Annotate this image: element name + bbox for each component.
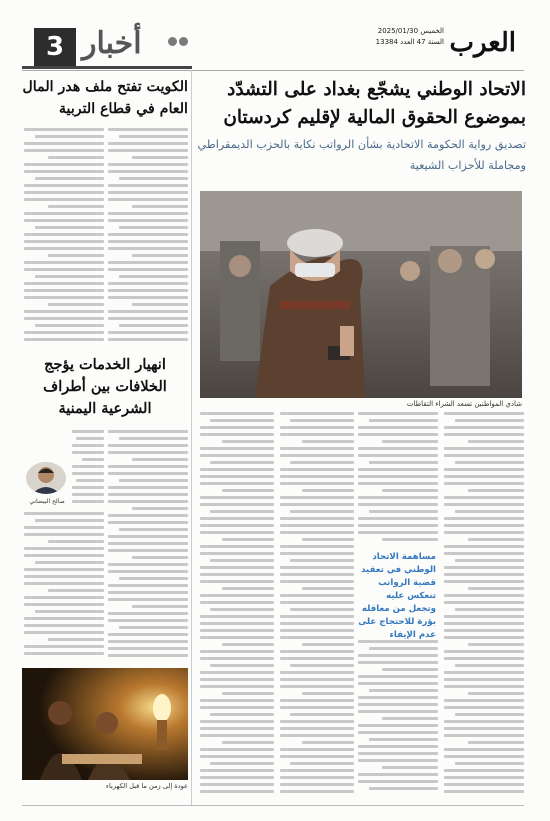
lead-photo-caption: شادي المواطنين تسعد الشراء التقاطات	[406, 400, 522, 408]
lead-story-header	[197, 76, 526, 174]
kuwait-story-col2	[24, 128, 104, 346]
lead-body-col1	[444, 412, 524, 802]
lead-headline-line1: الاتحاد الوطني يشجّع بغداد على التشدّد	[227, 79, 526, 100]
kuwait-story-headline: الكويت تفتح ملف هدر المال العام في قطاع التربية	[22, 79, 188, 117]
sidebar-top-bar	[22, 66, 192, 69]
lead-body-col4	[200, 412, 274, 802]
lead-headline-line2: بموضوع الحقوق المالية لإقليم كردستان	[223, 107, 526, 128]
lead-body-col3	[280, 412, 354, 802]
pull-quote	[358, 551, 436, 642]
yemen-story-col1	[108, 430, 188, 662]
column-divider	[191, 70, 192, 805]
yemen-story-col2	[24, 512, 104, 662]
yemen-story-col2-top	[72, 430, 104, 510]
newspaper-logo: العرب	[449, 28, 516, 58]
lead-subtitle-line2: ومجاملة للأحزاب الشيعية	[409, 159, 526, 172]
lamp-photo-caption: عودة إلى زمن ما قبل الكهرباء	[105, 782, 188, 790]
kuwait-story-col1	[108, 128, 188, 346]
section-quote-icon	[168, 34, 190, 50]
lead-subtitle-line1: تصديق رواية الحكومة الاتحادية بشأن الرواتب نكاية بالحزب الديمقراطي	[197, 138, 526, 151]
lead-body-col2-bottom	[358, 640, 438, 802]
pull-quote-text: مساهمة الاتحاد الوطني في تعقيد قضية الرواتب تنعكس عليه وتجعل من معاقله بؤرة للاحتجاج على عدم الإيفاء	[358, 552, 436, 640]
author-name: صالح البيضاني	[29, 498, 65, 505]
issue-number: السنة 47 العدد 13384	[375, 38, 444, 46]
masthead	[0, 20, 550, 68]
lead-body-col2-top	[358, 412, 438, 547]
header-divider	[22, 70, 524, 71]
issue-date: الخميس 2025/01/30	[377, 27, 444, 35]
page-number: 3	[34, 28, 76, 66]
author-photo	[26, 462, 66, 494]
issue-info	[362, 26, 444, 48]
section-title: أخبار	[82, 26, 142, 61]
footer-rule	[22, 805, 524, 806]
lead-photo	[200, 191, 522, 398]
lamp-photo	[22, 668, 188, 780]
yemen-story-headline: انهيار الخدمات يؤجج الخلافات بين أطراف الشرعية اليمنية	[43, 356, 167, 417]
